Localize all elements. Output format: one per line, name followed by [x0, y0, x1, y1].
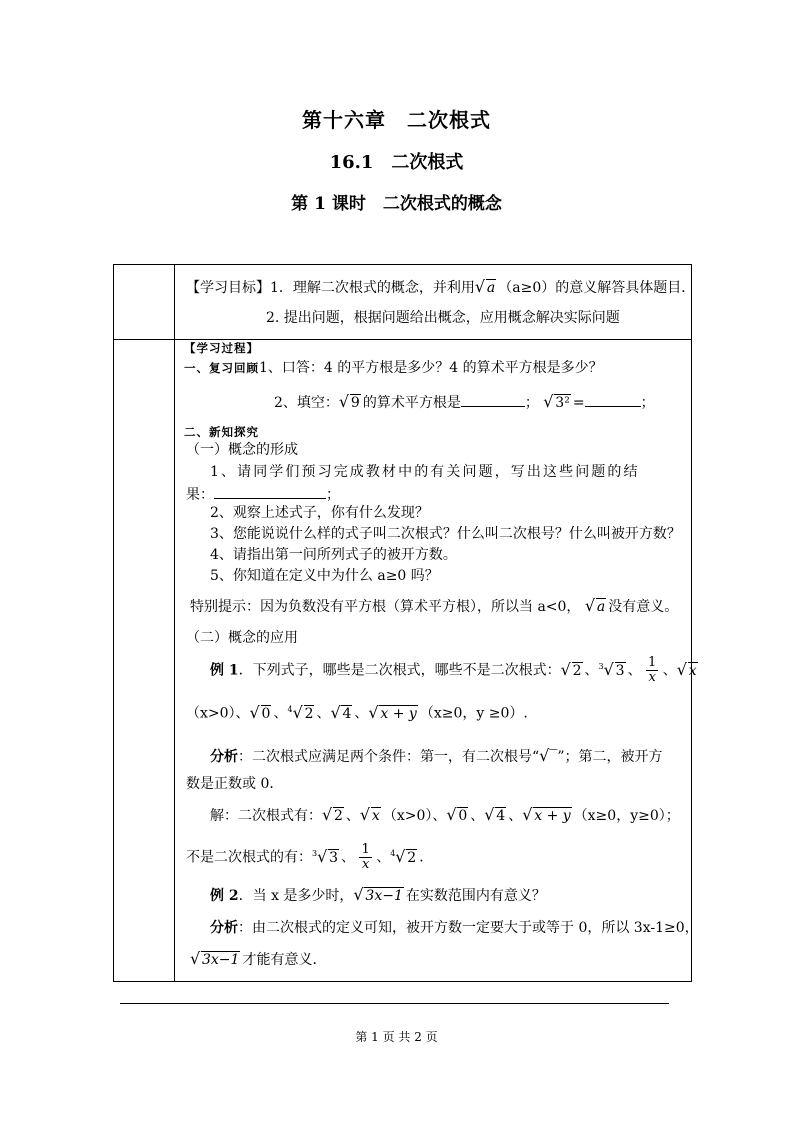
- part1-title: （一）概念的形成: [186, 442, 298, 458]
- sqrt-4-sol: √ 4: [484, 805, 506, 824]
- section-title: 16.1 二次根式: [329, 152, 464, 173]
- footer-rule: [120, 1003, 669, 1004]
- p1-q3: 3、您能说说什么样的式子叫二次根式？什么叫二次根号？什么叫被开方数？: [210, 526, 681, 542]
- fourth-root-2: √ 2: [292, 702, 314, 722]
- example-1-line-2: （x>0）、 √ 0 、$^4$ √ 2 、 √ 4 、 √ x + y （x≥0，y ≥0）.: [186, 702, 528, 722]
- sqrt-a-hint: √ a: [584, 596, 606, 615]
- analysis-2: 分析：由二次根式的定义可知，被开方数一定要大于或等于 0，所以 3x-1≥0，: [210, 920, 699, 936]
- analysis-2-tail: √ 3x−1 才能有意义．: [190, 949, 327, 968]
- page-number: 第 1 页 共 2 页: [355, 1030, 438, 1044]
- sqrt-2-sol: √ 2: [322, 805, 343, 824]
- p1-q5: 5、你知道在定义中为什么 a≥0 吗？: [210, 568, 439, 584]
- column-divider: [174, 265, 175, 339]
- sqrt-symbol: √‾: [539, 746, 558, 765]
- sqrt-a: √ a: [474, 277, 496, 296]
- sqrt-4: √ 4: [330, 702, 352, 722]
- p1-q2: 2、观察上述式子，你有什么发现？: [210, 505, 429, 521]
- sqrt-0: √ 0: [249, 702, 271, 722]
- fraction-1-over-x: $\frac{1}{x}$: [648, 655, 657, 685]
- process-row: [113, 338, 699, 982]
- fill-blank-3[interactable]: [214, 484, 326, 499]
- review-q2: 2、填空： √ 9 的算术平方根是 ； √ 3² = ；: [274, 392, 655, 411]
- lesson-title: 第 1 课时 二次根式的概念: [291, 194, 502, 214]
- fill-blank-1[interactable]: [461, 392, 525, 407]
- example-1: 例 1．下列式子，哪些是二次根式，哪些不是二次根式： √ 2 、$^3$ √ 3 、 $\frac{1}{x}$ 、 √ x: [210, 655, 697, 685]
- fraction-1-over-x-sol: $\frac{1}{x}$: [361, 842, 370, 872]
- sqrt-3x-minus-1: √ 3x−1: [353, 885, 403, 904]
- goals-text-suffix: （a≥0）的意义解答具体题目．: [498, 280, 696, 296]
- goals-line-2: 2. 提出问题，根据问题给出概念，应用概念解决实际问题: [266, 310, 620, 326]
- review-q1: 一、复习回顾1、口答：4 的平方根是多少？4 的算术平方根是多少？: [184, 360, 603, 376]
- cbrt-3: √ 3: [603, 659, 625, 679]
- solution-1: 解：二次根式有： √ 2 、 √ x （x>0）、 √ 0 、 √ 4 、 √ x + y （x≥0，y≥0）；: [210, 805, 680, 824]
- column-divider: [174, 338, 175, 981]
- goals-line-1: [186, 278, 695, 298]
- sqrt-x-plus-y-sol: √ x + y: [522, 805, 571, 824]
- fourth-root-2-sol: √ 2: [395, 846, 417, 866]
- sqrt-x-plus-y: √ x + y: [368, 702, 417, 722]
- fill-blank-2[interactable]: [585, 392, 641, 407]
- new-knowledge-heading: 二、新知探究: [184, 425, 259, 439]
- p1-q1b: 果： ；: [186, 484, 340, 505]
- analysis-1a: 分析：二次根式应满足两个条件：第一，有二次根号“√‾”；第二，被开方: [210, 746, 663, 765]
- sqrt-x-sol: √ x: [359, 805, 380, 824]
- special-hint: 特别提示：因为负数没有平方根（算术平方根），所以当 a<0， √ a 没有意义。: [190, 596, 679, 615]
- example-2: 例 2．当 x 是多少时， √ 3x−1 在实数范围内有意义？: [210, 885, 546, 904]
- sqrt-x: √ x: [676, 659, 697, 679]
- goals-text: 【学习目标】1．理解二次根式的概念，并利用: [186, 280, 475, 296]
- p1-q1a: 1、请同学们预习完成教材中的有关问题，写出这些问题的结: [210, 464, 640, 480]
- sqrt-2: √ 2: [560, 659, 582, 679]
- sqrt-3-squared: √ 3²: [543, 392, 570, 411]
- process-heading: 【学习过程】: [184, 341, 259, 355]
- chapter-title: 第十六章 二次根式: [302, 108, 491, 132]
- solution-2: 不是二次根式的有：$^3$ √ 3 、 $\frac{1}{x}$ 、$^4$ √ 2 ．: [186, 842, 434, 872]
- sqrt-9: √ 9: [338, 392, 360, 411]
- cbrt-3-sol: √ 3: [317, 846, 339, 866]
- sqrt-3x-minus-1-tail: √ 3x−1: [190, 949, 240, 968]
- part2-title: （二）概念的应用: [186, 630, 298, 646]
- analysis-1b: 数是正数或 0．: [186, 776, 284, 792]
- p1-q4: 4、请指出第一问所列式子的被开方数。: [210, 547, 457, 563]
- sqrt-0-sol: √ 0: [446, 805, 468, 824]
- goals-row: [113, 264, 696, 340]
